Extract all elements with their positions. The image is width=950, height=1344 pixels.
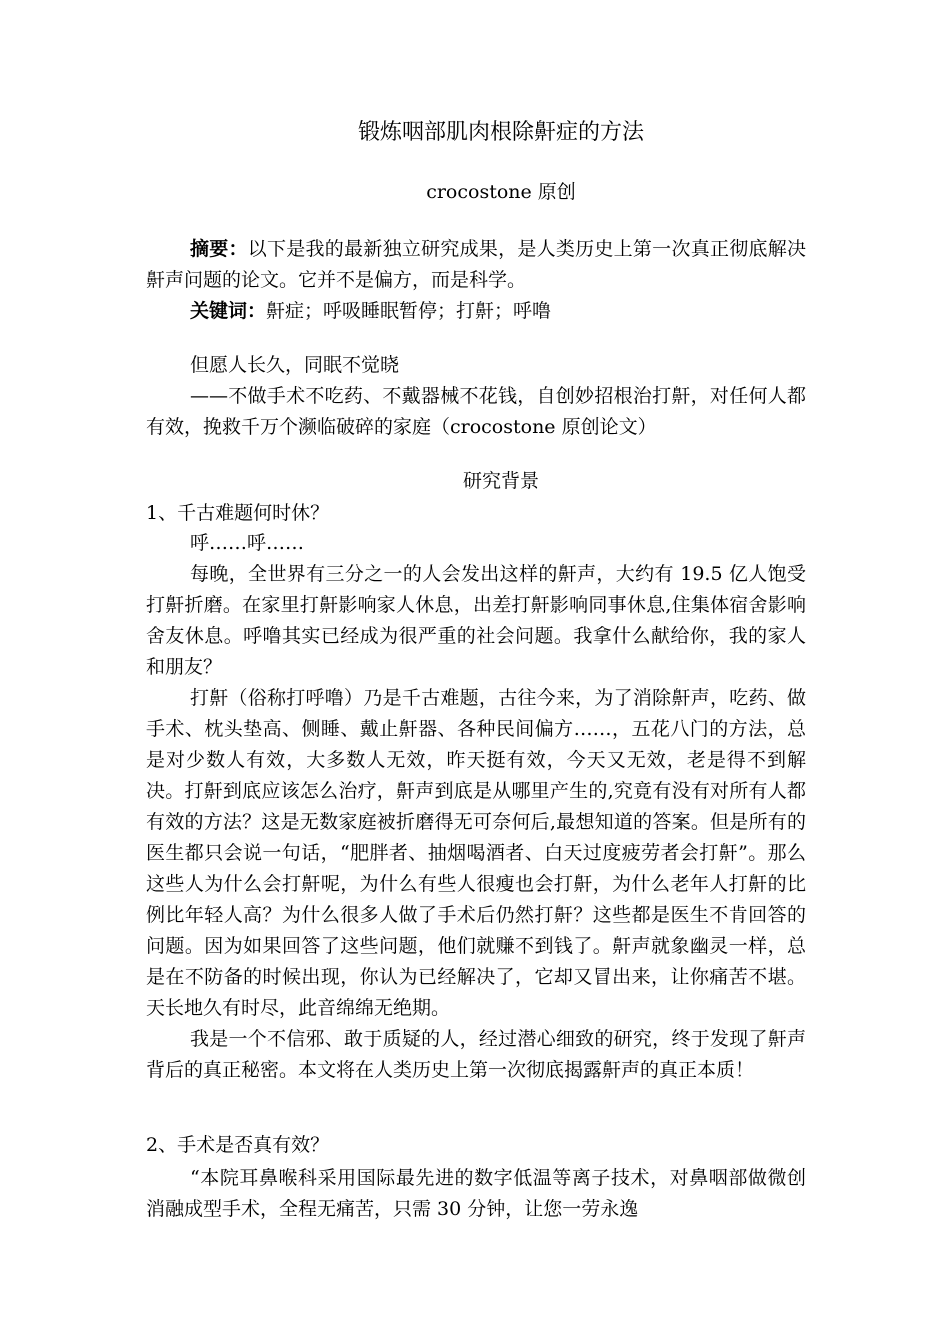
document-page — [146, 0, 806, 1344]
motto-block — [146, 350, 806, 443]
section-1-number: 1、 — [146, 502, 178, 524]
section-1-paragraph: 我是一个不信邪、敢于质疑的人，经过潜心细致的研究，终于发现了鼾声背后的真正秘密。本文将在人类历史上第一次彻底揭露鼾声的真正本质！ — [146, 1028, 806, 1081]
motto-line-2: ——不做手术不吃药、不戴器械不花钱，自创妙招根治打鼾，对任何人都有效，挽救千万个濒临破碎的家庭（crocostone 原创论文） — [146, 385, 806, 438]
section-title: 研究背景 — [462, 470, 539, 492]
section-2-heading — [146, 1130, 329, 1160]
abstract-label: 摘要： — [190, 238, 248, 260]
abstract-paragraph — [146, 234, 806, 296]
abstract-block — [146, 234, 806, 327]
section-2-number: 2、 — [146, 1134, 178, 1156]
abstract-text: 以下是我的最新独立研究成果，是人类历史上第一次真正彻底解决鼾声问题的论文。它并不是偏方，而是科学。 — [146, 238, 806, 291]
section-2-paragraph: “本院耳鼻喉科采用国际最先进的数字低温等离子技术，对鼻咽部做微创消融成型手术，全程无痛苦，只需 30 分钟，让您一劳永逸 — [146, 1167, 806, 1220]
section-1-heading — [146, 498, 329, 528]
keywords-paragraph — [146, 296, 806, 327]
motto-line-1: 但愿人长久，同眠不觉晓 — [190, 354, 400, 376]
keywords-label: 关键词： — [190, 300, 267, 322]
author-line: crocostone 原创 — [426, 181, 576, 203]
section-2-body — [146, 1163, 806, 1225]
section-1-heading-text: 千古难题何时休？ — [177, 502, 330, 524]
section-1-paragraph: 打鼾（俗称打呼噜）乃是千古难题，古往今来，为了消除鼾声，吃药、做手术、枕头垫高、侧睡、戴止鼾器、各种民间偏方……，五花八门的方法，总是对少数人有效，大多数人无效，昨天挺有效，今天又无效，老是得不到解决。打鼾到底应该怎么治疗，鼾声到底是从哪里产生的,究竟有没有对所有人都有效的方法？这是无数家庭被折磨得无可奈何后,最想知道的答案。但是所有的医生都只会说一句话，“肥胖者、抽烟喝酒者、白天过度疲劳者会打鼾”。那么这些人为什么会打鼾呢，为什么有些人很瘦也会打鼾，为什么老年人打鼾的比例比年轻人高？为什么很多人做了手术后仍然打鼾？这些都是医生不肯回答的问题。因为如果回答了这些问题，他们就赚不到钱了。鼾声就象幽灵一样，总是在不防备的时候出现，你认为已经解决了，它却又冒出来，让你痛苦不堪。天长地久有时尽，此音绵绵无绝期。 — [146, 687, 806, 1019]
section-1-paragraph: 每晚，全世界有三分之一的人会发出这样的鼾声，大约有 19.5 亿人饱受打鼾折磨。在家里打鼾影响家人休息，出差打鼾影响同事休息,住集体宿舍影响舍友休息。呼噜其实已经成为很严重的社会问题。我拿什么献给你，我的家人和朋友？ — [146, 563, 806, 678]
section-1-paragraph: 呼……呼…… — [190, 532, 305, 554]
document-title: 锻炼咽部肌肉根除鼾症的方法 — [357, 120, 644, 145]
keywords-text: 鼾症；呼吸睡眠暂停；打鼾；呼噜 — [266, 300, 552, 322]
section-1-body — [146, 528, 806, 1086]
section-2-heading-text: 手术是否真有效？ — [177, 1134, 330, 1156]
